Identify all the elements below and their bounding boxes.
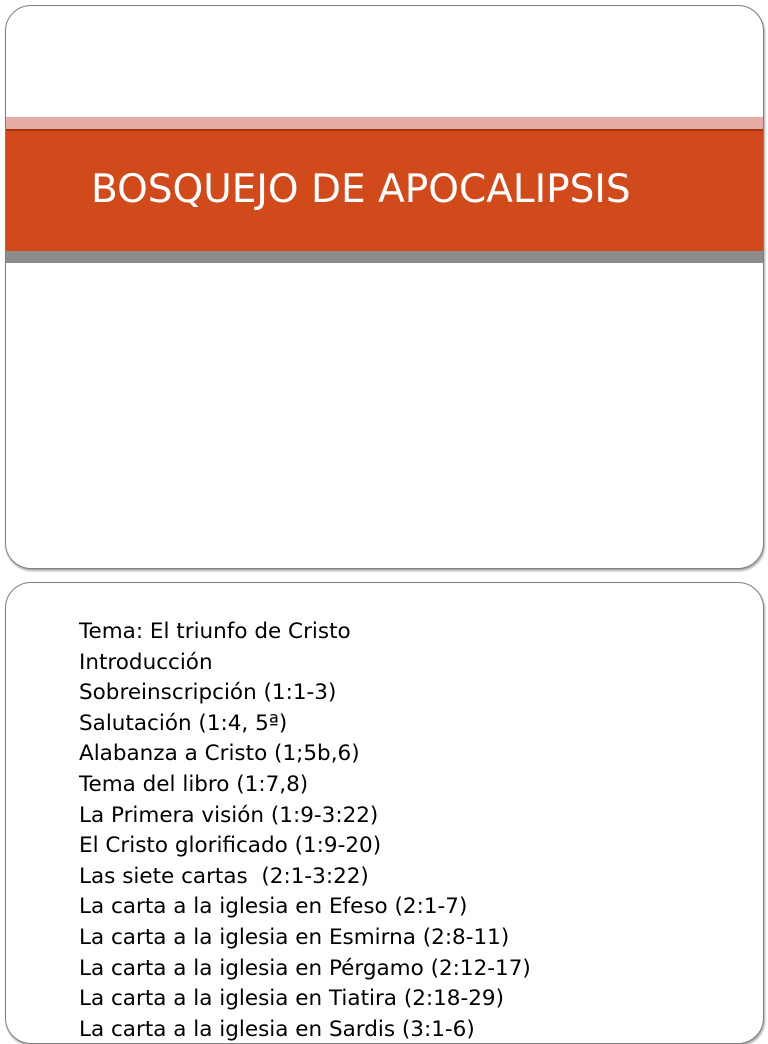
outline-item: La carta a la iglesia en Pérgamo (2:12-17) <box>79 955 531 981</box>
slide-title: BOSQUEJO DE APOCALIPSIS <box>91 167 631 212</box>
outline-item: La carta a la iglesia en Tiatira (2:18-29) <box>79 986 504 1012</box>
top-stripe <box>6 117 763 129</box>
outline-item: La carta a la iglesia en Efeso (2:1-7) <box>79 894 468 920</box>
outline-item: La carta a la iglesia en Esmirna (2:8-11) <box>79 924 510 950</box>
outline-item: Tema: El triunfo de Cristo <box>79 619 351 644</box>
outline-item: Alabanza a Cristo (1;5b,6) <box>79 741 360 767</box>
outline-item: La Primera visión (1:9-3:22) <box>79 802 379 828</box>
title-slide <box>5 5 764 569</box>
outline-item: El Cristo glorificado (1:9-20) <box>79 833 382 859</box>
outline-slide <box>5 582 764 1044</box>
outline-item: Tema del libro (1:7,8) <box>79 771 309 797</box>
outline-list <box>79 617 531 1044</box>
bottom-stripe <box>6 251 763 263</box>
outline-item: Sobreinscripción (1:1-3) <box>79 680 337 706</box>
outline-item: Introducción <box>79 649 213 675</box>
outline-item: Las siete cartas (2:1-3:22) <box>79 863 369 889</box>
outline-item: Salutación (1:4, 5ª) <box>79 710 288 736</box>
outline-item: La carta a la iglesia en Sardis (3:1-6) <box>79 1016 475 1042</box>
